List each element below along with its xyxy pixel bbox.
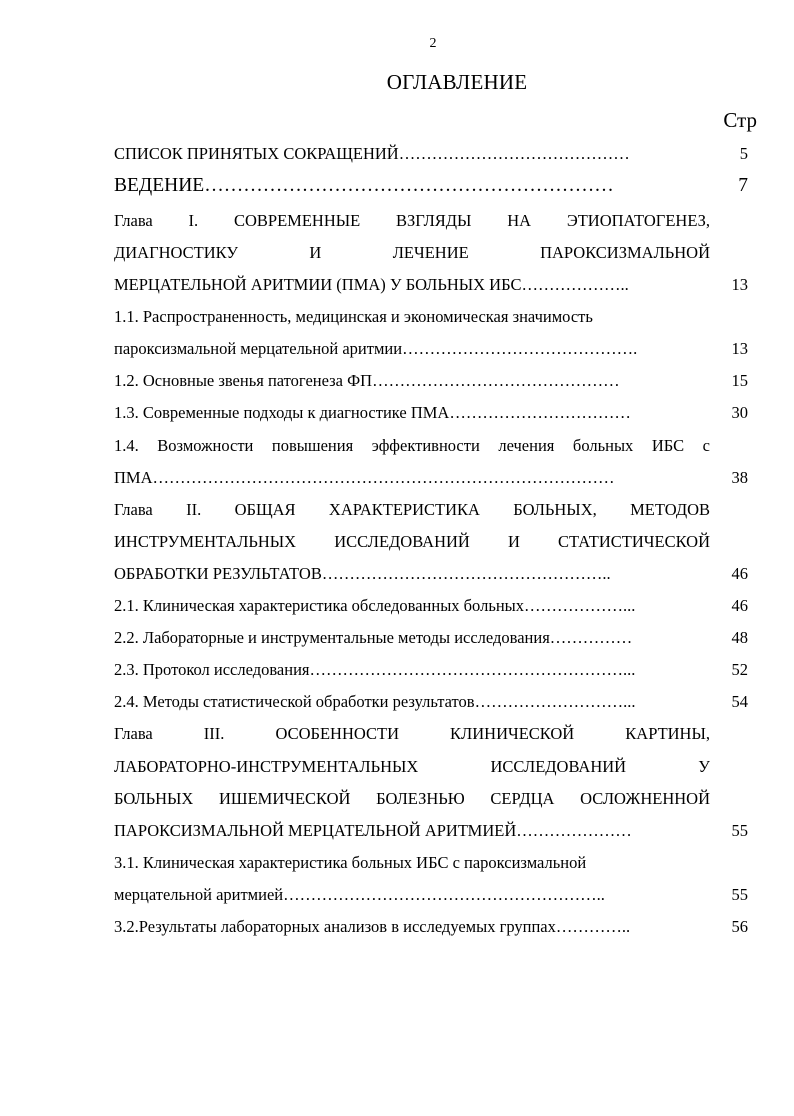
toc-section-1-4-line-1: 1.4. Возможности повышения эффективности лечения больных ИБС с: [114, 436, 710, 455]
toc-chapter-2-line-1: Глава II. ОБЩАЯ ХАРАКТЕРИСТИКА БОЛЬНЫХ, МЕТОДОВ: [114, 500, 710, 519]
toc-page-section-2-1: 46: [731, 596, 748, 615]
toc-page-chapter-2: 46: [731, 564, 748, 583]
toc-page-abbreviations: 5: [739, 144, 748, 163]
toc-chapter-3-line-2: ЛАБОРАТОРНО-ИНСТРУМЕНТАЛЬНЫХ ИССЛЕДОВАНИЙ У: [114, 757, 710, 776]
toc-page-section-1-2: 15: [731, 371, 748, 390]
toc-page-section-3-2: 56: [731, 917, 748, 936]
toc-section-3-2: 3.2.Результаты лабораторных анализов в исследуемых группах…………..: [114, 917, 631, 936]
page-column-header: Стр: [723, 108, 757, 132]
toc-section-1-4-line-2: ПМА…………………………………………………………………………: [114, 468, 615, 487]
toc-page-section-2-3: 52: [731, 660, 748, 679]
toc-page-section-2-2: 48: [731, 628, 748, 647]
toc-section-1-2: 1.2. Основные звенья патогенеза ФП………………………………………: [114, 371, 620, 390]
page-number: 2: [429, 36, 437, 51]
toc-chapter-3-line-4: ПАРОКСИЗМАЛЬНОЙ МЕРЦАТЕЛЬНОЙ АРИТМИЕЙ…………………: [114, 821, 632, 840]
toc-page-chapter-1: 13: [731, 275, 748, 294]
toc-section-3-1-line-1: 3.1. Клиническая характеристика больных ИБС с пароксизмальной: [114, 853, 587, 872]
toc-page-section-1-4: 38: [731, 468, 748, 487]
toc-section-2-3: 2.3. Протокол исследования…………………………………………………...: [114, 660, 636, 679]
toc-page-section-1-1: 13: [731, 339, 748, 358]
toc-section-1-1-line-1: 1.1. Распространенность, медицинская и экономическая значимость: [114, 307, 593, 326]
toc-entry-abbreviations: СПИСОК ПРИНЯТЫХ СОКРАЩЕНИЙ……………………………………: [114, 144, 630, 163]
toc-section-1-3: 1.3. Современные подходы к диагностике ПМА……………………………: [114, 403, 631, 422]
toc-title: ОГЛАВЛЕНИЕ: [386, 70, 528, 94]
toc-chapter-3-line-1: Глава III. ОСОБЕННОСТИ КЛИНИЧЕСКОЙ КАРТИНЫ,: [114, 724, 710, 743]
toc-section-2-2: 2.2. Лабораторные и инструментальные методы исследования……………: [114, 628, 633, 647]
toc-section-2-1: 2.1. Клиническая характеристика обследованных больных………………...: [114, 596, 636, 615]
toc-chapter-1-line-2: ДИАГНОСТИКУ И ЛЕЧЕНИЕ ПАРОКСИЗМАЛЬНОЙ: [114, 243, 710, 262]
toc-section-2-4: 2.4. Методы статистической обработки результатов………………………...: [114, 692, 636, 711]
toc-chapter-1-line-3: МЕРЦАТЕЛЬНОЙ АРИТМИИ (ПМА) У БОЛЬНЫХ ИБС………………..: [114, 275, 629, 294]
toc-section-1-1-line-2: пароксизмальной мерцательной аритмии…………………………………….: [114, 339, 638, 358]
toc-page-section-3-1: 55: [731, 885, 748, 904]
toc-page-introduction: 7: [738, 175, 748, 196]
toc-page-chapter-3: 55: [731, 821, 748, 840]
toc-page-section-1-3: 30: [731, 403, 748, 422]
toc-section-3-1-line-2: мерцательной аритмией…………………………………………………..: [114, 885, 605, 904]
toc-chapter-3-line-3: БОЛЬНЫХ ИШЕМИЧЕСКОЙ БОЛЕЗНЬЮ СЕРДЦА ОСЛОЖНЕННОЙ: [114, 789, 710, 808]
toc-chapter-2-line-3: ОБРАБОТКИ РЕЗУЛЬТАТОВ……………………………………………..: [114, 564, 611, 583]
toc-entry-introduction: ВЕДЕНИЕ………………………………………………………: [114, 175, 614, 196]
toc-chapter-1-line-1: Глава I. СОВРЕМЕННЫЕ ВЗГЛЯДЫ НА ЭТИОПАТОГЕНЕЗ,: [114, 211, 710, 230]
toc-page-section-2-4: 54: [731, 692, 748, 711]
toc-chapter-2-line-2: ИНСТРУМЕНТАЛЬНЫХ ИССЛЕДОВАНИЙ И СТАТИСТИЧЕСКОЙ: [114, 532, 710, 551]
